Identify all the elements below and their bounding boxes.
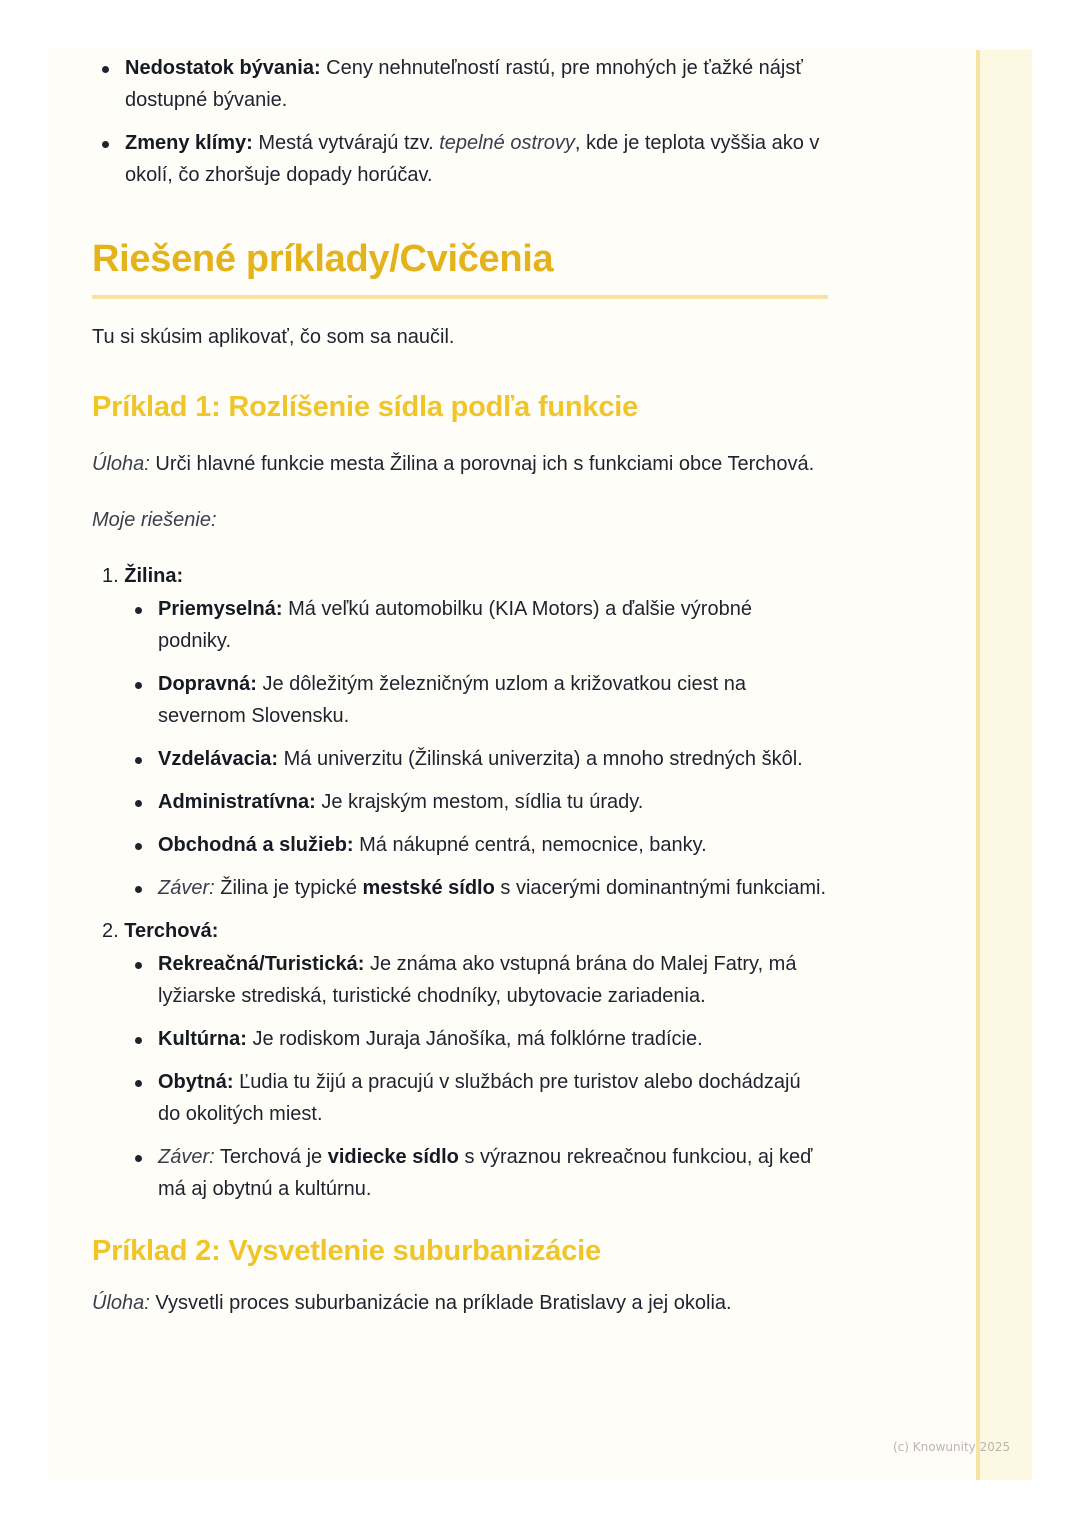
item-text: Žilina je typické <box>214 877 363 899</box>
item-name: Žilina: <box>124 565 184 587</box>
item-name: Terchová: <box>124 920 219 942</box>
solution-list <box>92 560 828 1205</box>
section-intro: Tu si skúsim aplikovať, čo som sa naučil. <box>92 326 455 348</box>
item-text: Je dôležitým železničným uzlom a križovatkou ciest na severnom Slovensku. <box>158 673 746 727</box>
item-text: , kde je teplota vyššia ako v okolí, čo zhoršuje dopady horúčav. <box>125 132 820 186</box>
item-heading <box>102 560 828 592</box>
section-title: Riešené príklady/Cvičenia <box>92 235 828 299</box>
list-item <box>92 127 828 191</box>
task-text: Urči hlavné funkcie mesta Žilina a porovnaj ich s funkciami obce Terchová. <box>149 453 815 475</box>
conclusion-item <box>125 1141 828 1205</box>
item-text: Je krajským mestom, sídlia tu úrady. <box>315 791 644 813</box>
task-text: Vysvetli proces suburbanizácie na príklade Bratislavy a jej okolia. <box>149 1292 732 1314</box>
item-label: Kultúrna: <box>158 1028 247 1050</box>
problems-list <box>92 52 828 191</box>
solution-label <box>92 504 828 536</box>
example-2-title: Príklad 2: Vysvetlenie suburbanizácie <box>92 1235 601 1267</box>
item-text: Mestá vytvárajú tzv. <box>252 132 440 154</box>
example-1-title: Príklad 1: Rozlíšenie sídla podľa funkcie <box>92 391 639 423</box>
item-text: s výraznou rekreačnou funkciou, aj keď má aj obytnú a kultúrnu. <box>158 1146 813 1200</box>
item-label: Obchodná a služieb: <box>158 834 354 856</box>
item-text: Je rodiskom Juraja Jánošíka, má folklórne tradície. <box>246 1028 703 1050</box>
list-item <box>125 1066 828 1130</box>
list-item <box>125 948 828 1012</box>
item-text: s viacerými dominantnými funkciami. <box>494 877 827 899</box>
task-label: Úloha: <box>92 1292 150 1314</box>
function-list <box>102 948 828 1205</box>
item-text: Terchová je <box>214 1146 328 1168</box>
item-label: Nedostatok bývania: <box>125 57 321 79</box>
item-number: 1. <box>102 565 119 587</box>
item-text: Je známa ako vstupná brána do Malej Fatry, má lyžiarske strediská, turistické chodníky, ubytovacie zariadenia. <box>158 953 797 1007</box>
function-list <box>102 593 828 904</box>
item-label: Zmeny klímy: <box>125 132 253 154</box>
example-2-task <box>92 1287 828 1319</box>
item-text: Ľudia tu žijú a pracujú v službách pre turistov alebo dochádzajú do okolitých miest. <box>158 1071 801 1125</box>
item-label: Rekreačná/Turistická: <box>158 953 365 975</box>
solution-item-terchova <box>102 915 828 1205</box>
item-text: Má nákupné centrá, nemocnice, banky. <box>353 834 707 856</box>
copyright-footer: (c) Knowunity 2025 <box>893 1440 1011 1454</box>
list-item <box>125 593 828 657</box>
item-number: 2. <box>102 920 119 942</box>
conclusion-label: Záver: <box>158 877 215 899</box>
item-bold: vidiecke sídlo <box>327 1146 459 1168</box>
item-label: Obytná: <box>158 1071 234 1093</box>
solution-label-text: Moje riešenie: <box>92 509 217 531</box>
example-1-task <box>92 447 828 482</box>
item-text: Ceny nehnuteľností rastú, pre mnohých je ťažké nájsť dostupné bývanie. <box>125 57 803 111</box>
list-item <box>125 829 828 861</box>
item-text: Má univerzitu (Žilinská univerzita) a mnoho stredných škôl. <box>278 748 803 770</box>
item-italic: tepelné ostrovy <box>439 132 575 154</box>
list-item <box>125 668 828 732</box>
item-text: Má veľkú automobilku (KIA Motors) a ďalšie výrobné podniky. <box>158 598 752 652</box>
solution-item-zilina <box>102 560 828 904</box>
list-item <box>125 786 828 818</box>
conclusion-label: Záver: <box>158 1146 215 1168</box>
item-label: Priemyselná: <box>158 598 283 620</box>
side-margin-strip <box>976 50 1032 1480</box>
document-content <box>92 48 828 1319</box>
list-item <box>125 743 828 775</box>
conclusion-item <box>125 872 828 904</box>
list-item <box>92 52 828 116</box>
list-item <box>125 1023 828 1055</box>
item-label: Administratívna: <box>158 791 316 813</box>
item-heading <box>102 915 828 947</box>
item-label: Vzdelávacia: <box>158 748 279 770</box>
item-label: Dopravná: <box>158 673 257 695</box>
item-bold: mestské sídlo <box>362 877 495 899</box>
task-label: Úloha: <box>92 453 150 475</box>
